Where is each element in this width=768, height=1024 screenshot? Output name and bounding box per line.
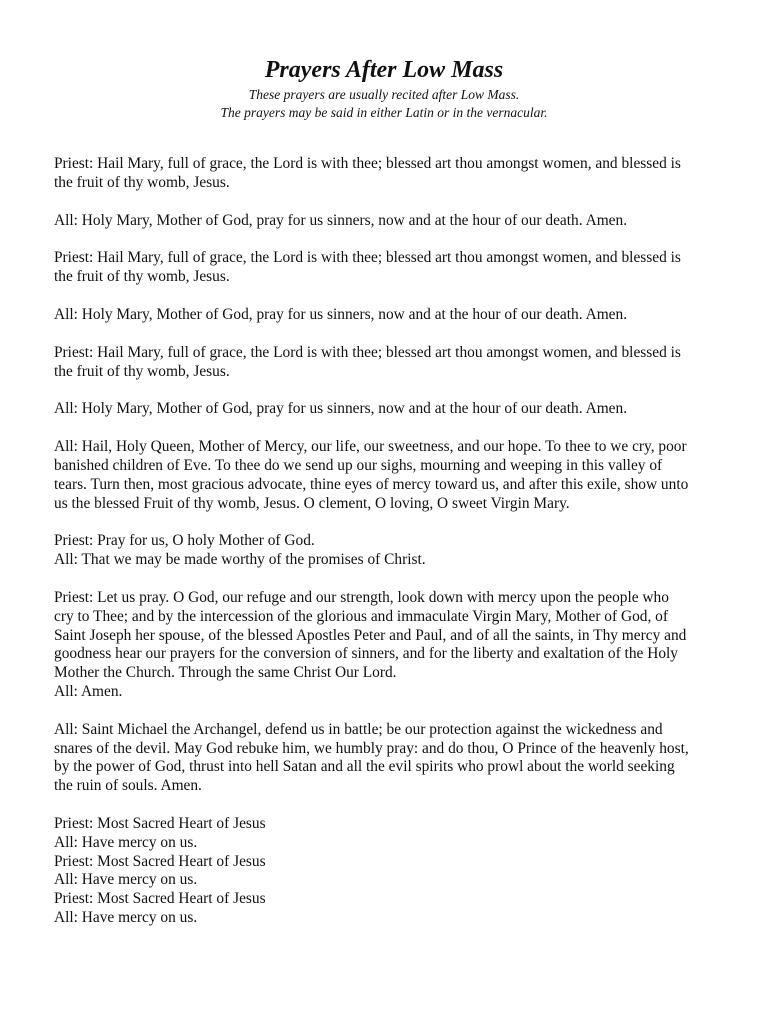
text-line: tears. Turn then, most gracious advocate, thine eyes of mercy toward us, and after this exile, show unto — [54, 475, 689, 493]
text-line: Priest: Let us pray. O God, our refuge and our strength, look down with mercy upon the people who — [54, 588, 669, 606]
text-line: banished children of Eve. To thee do we send up our sighs, mourning and weeping in this valley of — [54, 456, 663, 474]
prayer-paragraph — [54, 815, 724, 928]
prayer-paragraph — [54, 249, 724, 287]
prayer-paragraph — [54, 400, 724, 419]
prayer-paragraph — [54, 155, 724, 193]
text-line: by the power of God, thrust into hell Satan and all the evil spirits who prowl about the world seeking — [54, 758, 675, 776]
prayer-paragraph — [54, 589, 724, 702]
text-line: the fruit of thy womb, Jesus. — [54, 362, 230, 380]
text-line: All: Have mercy on us. — [54, 908, 198, 926]
text-line: Saint Joseph her spouse, of the blessed Apostles Peter and Paul, and of all the saints, in Thy mercy and — [54, 626, 687, 644]
text-line: All: That we may be made worthy of the promises of Christ. — [54, 551, 426, 569]
prayer-body — [54, 155, 724, 947]
text-line: Priest: Hail Mary, full of grace, the Lord is with thee; blessed art thou amongst women, and blessed is — [54, 155, 681, 172]
text-line: cry to Thee; and by the intercession of the glorious and immaculate Virgin Mary, Mother of God, of — [54, 607, 668, 625]
text-line: us the blessed Fruit of thy womb, Jesus. O clement, O loving, O sweet Virgin Mary. — [54, 494, 570, 512]
prayer-paragraph — [54, 344, 724, 382]
subtitle-line: These prayers are usually recited after Low Mass. — [248, 87, 520, 102]
text-line: All: Hail, Holy Queen, Mother of Mercy, our life, our sweetness, and our hope. To thee to we cry, poor — [54, 438, 687, 456]
text-line: the fruit of thy womb, Jesus. — [54, 173, 230, 191]
prayer-paragraph — [54, 306, 724, 325]
prayer-paragraph — [54, 721, 724, 796]
text-line: snares of the devil. May God rebuke him, we humbly pray: and do thou, O Prince of the heavenly host, — [54, 739, 689, 757]
text-line: Priest: Most Sacred Heart of Jesus — [54, 814, 266, 832]
text-line: All: Have mercy on us. — [54, 833, 198, 851]
text-line: Priest: Hail Mary, full of grace, the Lord is with thee; blessed art thou amongst women, and blessed is — [54, 343, 681, 361]
text-line: Priest: Hail Mary, full of grace, the Lord is with thee; blessed art thou amongst women, and blessed is — [54, 249, 681, 267]
text-line: the ruin of souls. Amen. — [54, 777, 202, 795]
text-line: goodness hear our prayers for the conversion of sinners, and for the liberty and exaltation of the Holy — [54, 645, 678, 663]
text-line: Priest: Most Sacred Heart of Jesus — [54, 890, 266, 908]
text-line: Priest: Pray for us, O holy Mother of God. — [54, 532, 315, 550]
text-line: All: Holy Mary, Mother of God, pray for us sinners, now and at the hour of our death. Amen. — [54, 400, 628, 418]
text-line: All: Amen. — [54, 682, 123, 700]
page-title: Prayers After Low Mass — [264, 57, 504, 83]
prayer-paragraph — [54, 438, 724, 513]
text-line: All: Holy Mary, Mother of God, pray for us sinners, now and at the hour of our death. Amen. — [54, 211, 628, 229]
text-line: All: Holy Mary, Mother of God, pray for us sinners, now and at the hour of our death. Amen. — [54, 305, 628, 323]
prayer-paragraph — [54, 532, 724, 570]
text-line: All: Have mercy on us. — [54, 871, 198, 889]
prayer-paragraph — [54, 212, 724, 231]
subtitle-line: The prayers may be said in either Latin or in the vernacular. — [220, 105, 548, 120]
text-line: All: Saint Michael the Archangel, defend us in battle; be our protection against the wickedness and — [54, 720, 663, 738]
text-line: Mother the Church. Through the same Christ Our Lord. — [54, 664, 397, 682]
text-line: the fruit of thy womb, Jesus. — [54, 268, 230, 286]
text-line: Priest: Most Sacred Heart of Jesus — [54, 852, 266, 870]
